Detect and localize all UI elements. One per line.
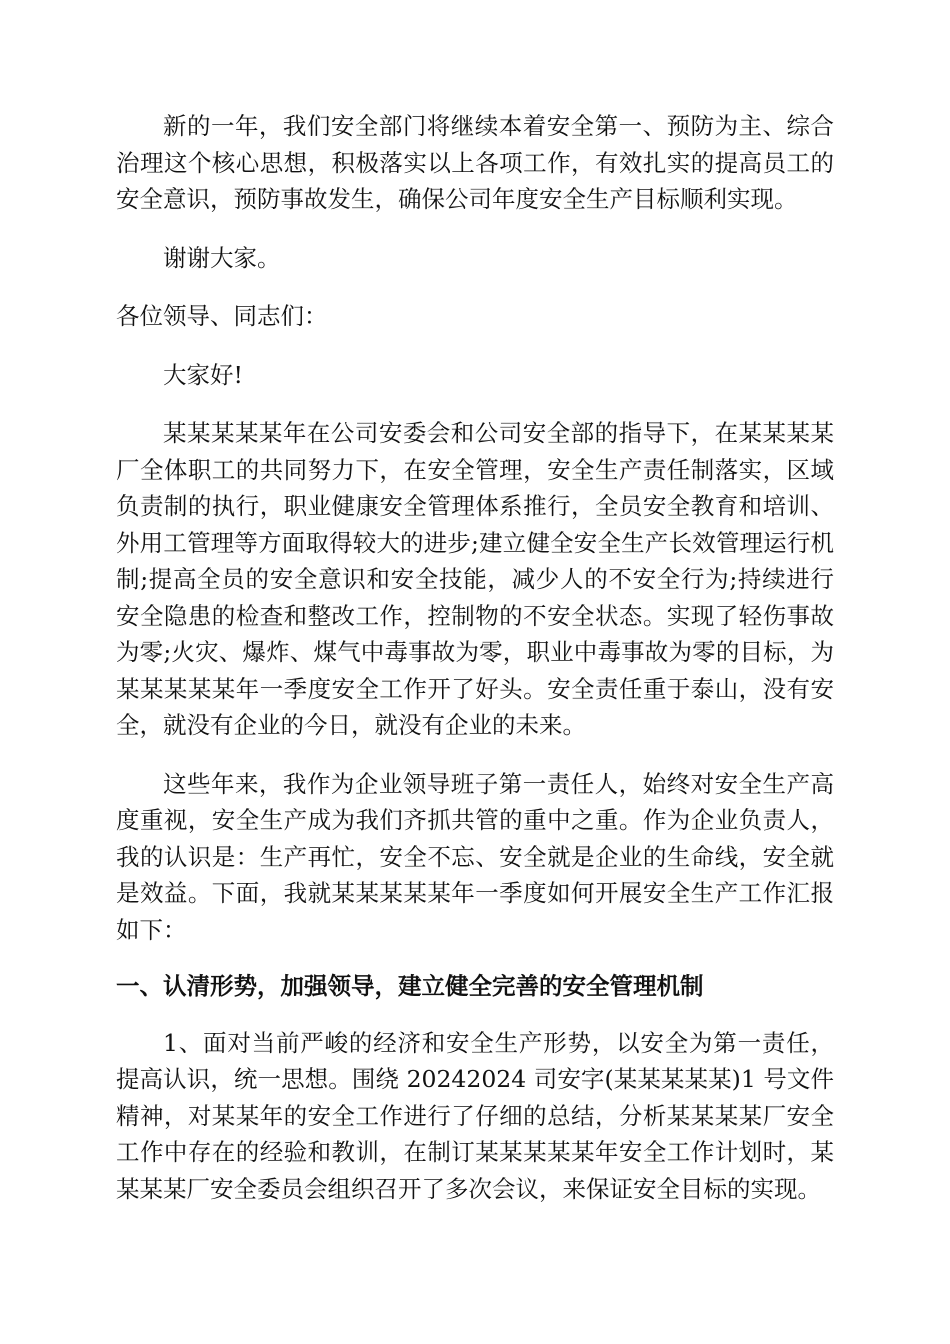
hello-line: 大家好!	[163, 360, 243, 389]
document-page	[116, 108, 834, 1207]
body-paragraph-1: 某某某某某年在公司安委会和公司安全部的指导下，在某某某某厂全体职工的共同努力下，在安全管理，安全生产责任制落实，区域负责制的执行，职业健康安全管理体系推行，全员安全教育和培训、外用工管理等方面取得较大的进步;建立健全安全生产长效管理运行机制;提高全员的安全意识和安全技能，减少人的不安全行为;持续进行安全隐患的检查和整改工作，控制物的不安全状态。实现了轻伤事故为零;火灾、爆炸、煤气中毒事故为零，职业中毒事故为零的目标，为某某某某某年一季度安全工作开了好头。安全责任重于泰山，没有安全，就没有企业的今日，就没有企业的未来。	[116, 419, 834, 739]
body-paragraph-2: 这些年来，我作为企业领导班子第一责任人，始终对安全生产高度重视，安全生产成为我们齐抓共管的重中之重。作为企业负责人，我的认识是：生产再忙，安全不忘、安全就是企业的生命线，安全就是效益。下面，我就某某某某某年一季度如何开展安全生产工作汇报如下：	[116, 769, 834, 944]
thanks-paragraph: 谢谢大家。	[163, 243, 281, 272]
greeting-line: 各位领导、同志们：	[116, 302, 328, 330]
section-heading-1: 一、认清形势，加强领导，建立健全完善的安全管理机制	[116, 972, 704, 1000]
intro-paragraph: 新的一年，我们安全部门将继续本着安全第一、预防为主、综合治理这个核心思想，积极落实以上各项工作，有效扎实的提高员工的安全意识，预防事故发生，确保公司年度安全生产目标顺利实现。	[116, 112, 834, 213]
section-item-1: 1、面对当前严峻的经济和安全生产形势，以安全为第一责任，提高认识，统一思想。围绕 20242024 司安字(某某某某某)1 号文件精神，对某某年的安全工作进行了仔细的总结，分析某某某某厂安全工作中存在的经验和教训，在制订某某某某某年安全工作计划时，某某某某厂安全委员会组织召开了多次会议，来保证安全目标的实现。	[116, 1028, 834, 1203]
